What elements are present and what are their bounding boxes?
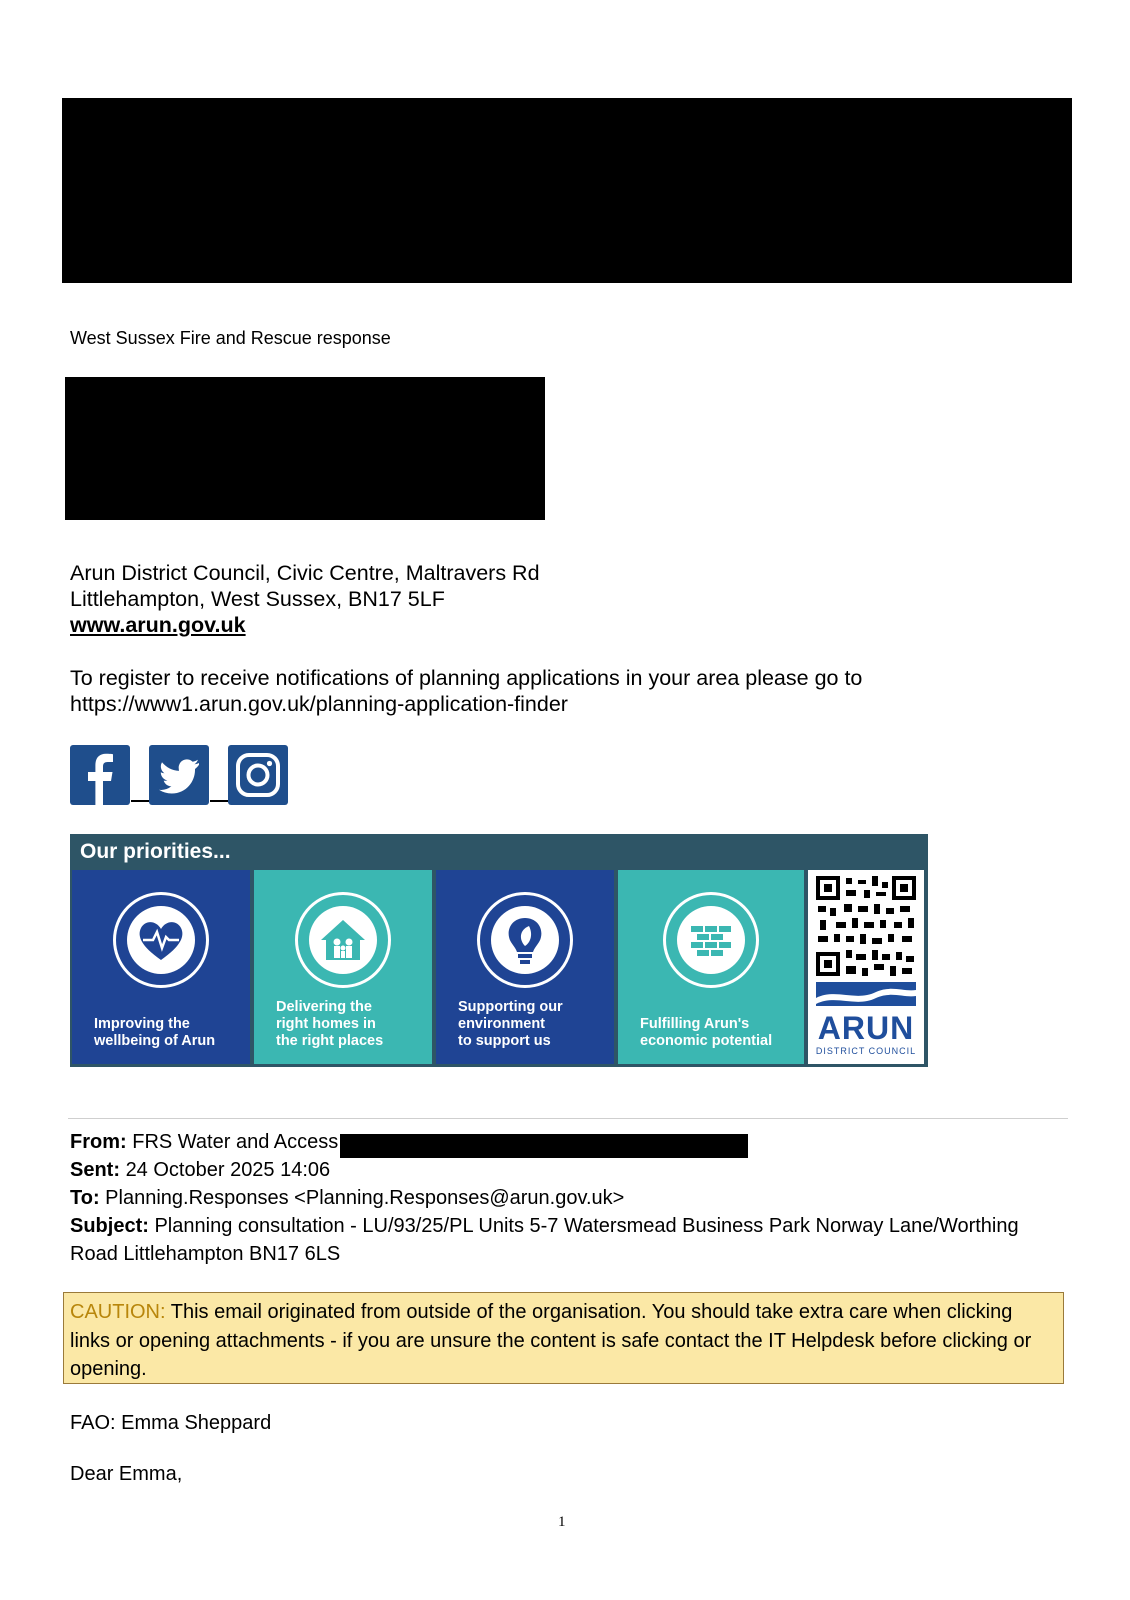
priorities-banner (70, 834, 928, 1067)
banner-title: Our priorities... (80, 840, 231, 863)
priority-tile-wellbeing (72, 870, 250, 1064)
priority-tile-environment (436, 870, 614, 1064)
address-line-1: Arun District Council, Civic Centre, Maltravers Rd (70, 561, 540, 585)
redacted-email-address (340, 1134, 748, 1158)
twitter-icon[interactable] (149, 745, 209, 805)
register-notice (70, 665, 862, 717)
house-family-icon (313, 910, 373, 970)
from-value: FRS Water and Access (132, 1131, 339, 1153)
to-value: Planning.Responses <Planning.Responses@arun.gov.uk> (105, 1187, 625, 1209)
arun-logo-subtitle: DISTRICT COUNCIL (815, 1046, 917, 1056)
redacted-header-block (62, 98, 1072, 283)
caution-label: CAUTION: (70, 1301, 166, 1323)
arun-logo-icon (816, 982, 916, 1006)
subject-value: Planning consultation - LU/93/25/PL Units 5-7 Watersmead Business Park Norway Lane/Worthing Road Littlehampton BN17 6LS (70, 1215, 1019, 1265)
qr-code-icon[interactable] (816, 876, 916, 976)
priority-tile-economy (618, 870, 804, 1064)
sent-value: 24 October 2025 14:06 (125, 1159, 331, 1181)
subject-row: Subject: Planning consultation - LU/93/25/PL Units 5-7 Watersmead Business Park Norway Lane/Worthing Road Littlehampton BN17 6LS (70, 1215, 1019, 1265)
facebook-icon[interactable] (70, 745, 130, 805)
priority-tile-homes (254, 870, 432, 1064)
heart-icon (131, 910, 191, 970)
tile-label: Delivering the right homes in the right places (276, 999, 384, 1049)
bricks-icon (681, 910, 741, 970)
qr-code-and-logo (808, 870, 924, 1064)
council-address (70, 560, 540, 638)
sent-row: Sent: 24 October 2025 14:06 (70, 1159, 331, 1181)
section-divider (68, 1118, 1068, 1119)
lightbulb-leaf-icon (495, 910, 555, 970)
tile-label: Fulfilling Arun's economic potential (640, 1016, 773, 1049)
instagram-icon[interactable] (228, 745, 288, 805)
register-line-1: To register to receive notifications of planning applications in your area please go to (70, 666, 863, 690)
tile-label: Supporting our environment to support us (458, 999, 563, 1049)
caution-text: This email originated from outside of the organisation. You should take extra care when clicking links or opening attachments - if you are unsure the content is safe contact the IT Helpdesk before clicking or opening. (70, 1301, 1032, 1380)
from-row: From: FRS Water and Access (70, 1131, 339, 1153)
greeting: Dear Emma, (70, 1463, 183, 1485)
arun-logo-word: ARUN (817, 1010, 915, 1046)
intro-text: West Sussex Fire and Rescue response (70, 328, 391, 348)
link-underscore (210, 800, 228, 802)
website-link[interactable]: www.arun.gov.uk (70, 613, 246, 637)
link-underscore (131, 800, 149, 802)
tile-label: Improving the wellbeing of Arun (94, 1016, 216, 1049)
register-link[interactable]: https://www1.arun.gov.uk/planning-application-finder (70, 692, 568, 716)
to-row: To: Planning.Responses <Planning.Responses@arun.gov.uk> (70, 1187, 625, 1209)
caution-banner (63, 1292, 1064, 1384)
fao-line: FAO: Emma Sheppard (70, 1412, 272, 1434)
redacted-sender-block (65, 377, 545, 520)
address-line-2: Littlehampton, West Sussex, BN17 5LF (70, 587, 445, 611)
page-number: 1 (558, 1514, 566, 1530)
